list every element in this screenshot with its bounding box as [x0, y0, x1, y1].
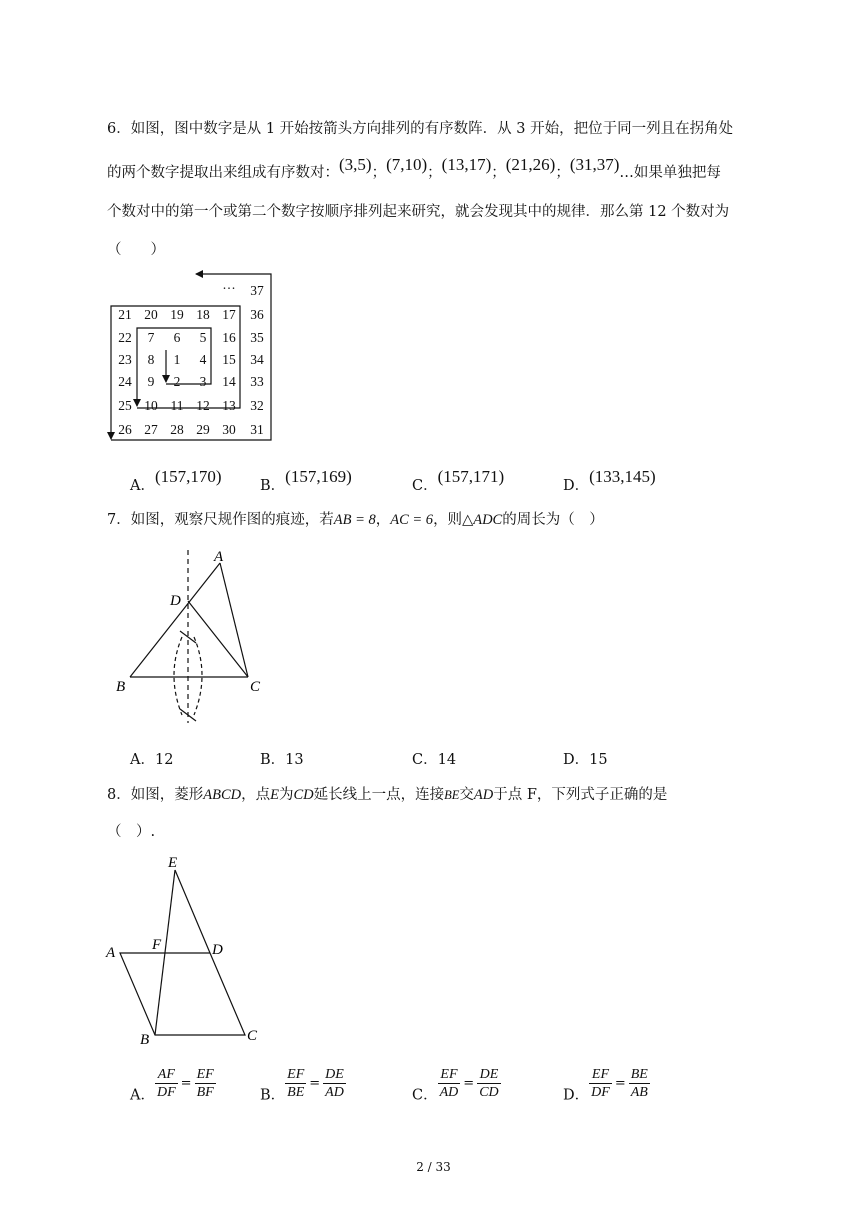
q6-option-b-letter: B．	[260, 478, 286, 494]
q8-p1: 8．如图，菱形	[107, 787, 204, 803]
equals-sign: =	[463, 1076, 475, 1091]
label-c: C	[250, 679, 261, 695]
grid-cell: 4	[199, 352, 207, 367]
q7-option-a[interactable]	[130, 748, 173, 769]
fraction	[323, 1066, 346, 1101]
fraction	[477, 1066, 500, 1101]
q6-pair-4: (21,26)	[505, 155, 556, 174]
denominator: AB	[630, 1085, 648, 1100]
q8-cd: CD	[293, 787, 314, 803]
q7-option-a-value: 12	[154, 752, 174, 768]
label-a: A	[214, 549, 224, 565]
q6-line2	[107, 155, 721, 182]
numerator: BE	[630, 1067, 648, 1082]
numerator: EF	[287, 1067, 305, 1082]
grid-cell: 17	[222, 307, 236, 322]
label-d: D	[212, 942, 223, 958]
grid-cell: 9	[147, 374, 155, 389]
grid-cell: 20	[144, 307, 158, 322]
label-e: E	[168, 855, 178, 871]
q7-option-c[interactable]	[412, 748, 456, 769]
q7-triangle: △ADC	[462, 512, 503, 528]
grid-ellipsis: ···	[222, 281, 236, 296]
spiral-figure	[100, 266, 290, 450]
arc-mark-2	[180, 709, 196, 721]
q6-line2-suffix: …如果单独把每	[619, 165, 721, 181]
q6-sep-3: ；	[491, 165, 506, 181]
q6-option-a[interactable]	[130, 467, 222, 495]
grid-cell: 27	[144, 422, 158, 437]
q7-option-b[interactable]	[260, 748, 304, 769]
q8-option-a-letter: A．	[130, 1087, 155, 1104]
q6-sep-4: ；	[555, 165, 570, 181]
q6-pair-2: (7,10)	[386, 155, 428, 174]
q6-option-d[interactable]	[563, 467, 656, 495]
q7-mid: ，则	[433, 512, 463, 528]
q7-option-d[interactable]	[563, 748, 608, 769]
q8-figure	[100, 850, 275, 1050]
q8-p2: ，点	[241, 787, 271, 803]
q7-option-b-letter: B．	[260, 752, 286, 768]
denominator: DF	[591, 1085, 610, 1100]
q8-option-c-letter: C．	[412, 1087, 438, 1104]
q6-option-d-letter: D．	[563, 478, 590, 494]
numerator: DE	[325, 1067, 344, 1082]
label-d: D	[170, 593, 181, 609]
grid-cell: 36	[250, 307, 264, 322]
arrow-ring-3	[111, 274, 271, 440]
q6-sep-2: ；	[427, 165, 442, 181]
numerator: EF	[589, 1066, 612, 1084]
fraction	[589, 1066, 612, 1101]
q7-option-d-letter: D．	[563, 752, 590, 768]
grid-cell: 3	[199, 374, 207, 389]
grid-cell: 15	[222, 352, 236, 367]
q8-option-a[interactable]	[130, 1066, 216, 1105]
denominator: AD	[439, 1085, 459, 1100]
q6-sep-1: ；	[371, 165, 387, 181]
q6-option-b-value: (157,169)	[285, 467, 352, 486]
grid-cell: 30	[222, 422, 236, 437]
q8-p3: 为	[278, 787, 294, 803]
q6-option-c[interactable]	[412, 467, 505, 495]
grid-cell: 10	[144, 398, 158, 413]
numerator: DE	[477, 1066, 500, 1084]
q6-line2-prefix: 的两个数字提取出来组成有序数对：	[107, 165, 339, 181]
q6-option-b[interactable]	[260, 467, 352, 495]
q6-line1: 6．如图，图中数字是从 1 开始按箭头方向排列的有序数阵．从 3 开始，把位于同一列且在拐角处	[107, 121, 734, 137]
grid-cell: 11	[170, 398, 184, 413]
label-b: B	[140, 1032, 150, 1048]
grid-cell: 13	[222, 398, 236, 413]
denominator: CD	[479, 1085, 499, 1100]
grid-cell: 29	[196, 422, 210, 437]
grid-cell: 16	[222, 330, 236, 345]
q7-suffix: 的周长为（ ）	[502, 512, 604, 528]
label-c: C	[247, 1028, 258, 1044]
q8-stem	[107, 783, 667, 804]
grid-cell: 2	[173, 374, 181, 389]
grid-cell: 26	[118, 422, 132, 437]
page-number: 2 / 33	[416, 1160, 451, 1174]
q8-option-b[interactable]	[260, 1066, 346, 1105]
grid-cell: 6	[173, 330, 181, 345]
q7-ac: AC = 6	[390, 512, 434, 528]
label-f: F	[152, 937, 162, 953]
numerator: AF	[155, 1066, 178, 1084]
q8-option-b-letter: B．	[260, 1087, 286, 1104]
grid-cell: 25	[118, 398, 132, 413]
grid-cell: 31	[250, 422, 264, 437]
q8-ad: AD	[473, 787, 494, 803]
fraction	[285, 1066, 306, 1101]
rhombus-abcd	[120, 953, 245, 1035]
q7-prefix: 7．如图，观察尺规作图的痕迹，若	[107, 512, 334, 528]
denominator: BE	[287, 1085, 305, 1100]
q6-option-c-letter: C．	[412, 478, 438, 494]
q6-pair-1: (3,5)	[339, 155, 372, 174]
grid-cell: 18	[196, 307, 210, 322]
q8-option-c[interactable]	[412, 1066, 501, 1105]
equals-sign: =	[180, 1076, 192, 1091]
equals-sign: =	[309, 1076, 321, 1091]
fraction	[629, 1066, 650, 1101]
grid-cell: 8	[147, 352, 155, 367]
grid-cell: 1	[173, 352, 181, 367]
q6-pair-5: (31,37)	[569, 155, 620, 174]
q8-abcd: ABCD	[203, 787, 242, 803]
arc-left	[174, 637, 182, 715]
q6-option-c-value: (157,171)	[437, 467, 505, 486]
q7-option-c-value: 14	[437, 752, 457, 768]
grid-cell: 22	[118, 330, 132, 345]
label-a: A	[106, 945, 116, 961]
q7-option-c-letter: C．	[412, 752, 438, 768]
q8-option-d[interactable]	[563, 1066, 650, 1105]
q7-comma: ，	[375, 512, 391, 528]
grid-cell: 33	[250, 374, 264, 389]
q6-line3: 个数对中的第一个或第二个数字按顺序排列起来研究，就会发现其中的规律．那么第 12 个数对为	[107, 204, 730, 220]
q6-option-a-letter: A．	[130, 478, 155, 494]
q7-option-a-letter: A．	[130, 752, 155, 768]
q7-stem	[107, 508, 604, 529]
fraction	[195, 1066, 216, 1101]
q6-line4: （ ）	[107, 242, 165, 258]
equals-sign: =	[614, 1076, 626, 1091]
denominator: BF	[196, 1085, 214, 1100]
q8-e: E	[270, 787, 279, 803]
q8-be: BE	[444, 788, 460, 802]
q8-option-d-letter: D．	[563, 1087, 590, 1104]
grid-cell: 5	[199, 330, 207, 345]
numerator: EF	[196, 1067, 214, 1082]
numerator: EF	[438, 1066, 461, 1084]
grid-cell: 7	[147, 330, 155, 345]
grid-cell-top: 37	[250, 283, 264, 298]
grid-cell: 19	[170, 307, 184, 322]
q7-ab: AB = 8	[333, 512, 376, 528]
q7-figure	[110, 545, 270, 730]
q8-p5: 交	[459, 787, 474, 803]
arrow-ring-2	[111, 306, 240, 439]
fraction	[155, 1066, 178, 1101]
q7-option-d-value: 15	[589, 752, 608, 768]
q6-option-a-value: (157,170)	[154, 467, 222, 486]
q7-option-b-value: 13	[285, 752, 304, 768]
denominator: AD	[325, 1085, 344, 1100]
grid-cell: 12	[196, 398, 210, 413]
grid-cell: 23	[118, 352, 132, 367]
q8-p6: 于点 F，下列式子正确的是	[493, 787, 668, 803]
denominator: DF	[156, 1085, 176, 1100]
q6-pair-3: (13,17)	[441, 155, 492, 174]
grid-cell: 28	[170, 422, 184, 437]
grid-cell: 34	[250, 352, 264, 367]
label-b: B	[116, 679, 126, 695]
grid-cell: 14	[222, 374, 236, 389]
grid-cell: 21	[118, 307, 132, 322]
grid-cell: 32	[250, 398, 264, 413]
q8-line2: （ ）.	[107, 824, 156, 840]
q8-p4: 延长线上一点，连接	[313, 787, 445, 803]
grid-cell: 24	[118, 374, 132, 389]
arc-right	[194, 637, 202, 715]
grid-cell: 35	[250, 330, 264, 345]
q6-option-d-value: (133,145)	[589, 467, 656, 486]
fraction	[438, 1066, 461, 1101]
line-ed	[175, 870, 210, 953]
